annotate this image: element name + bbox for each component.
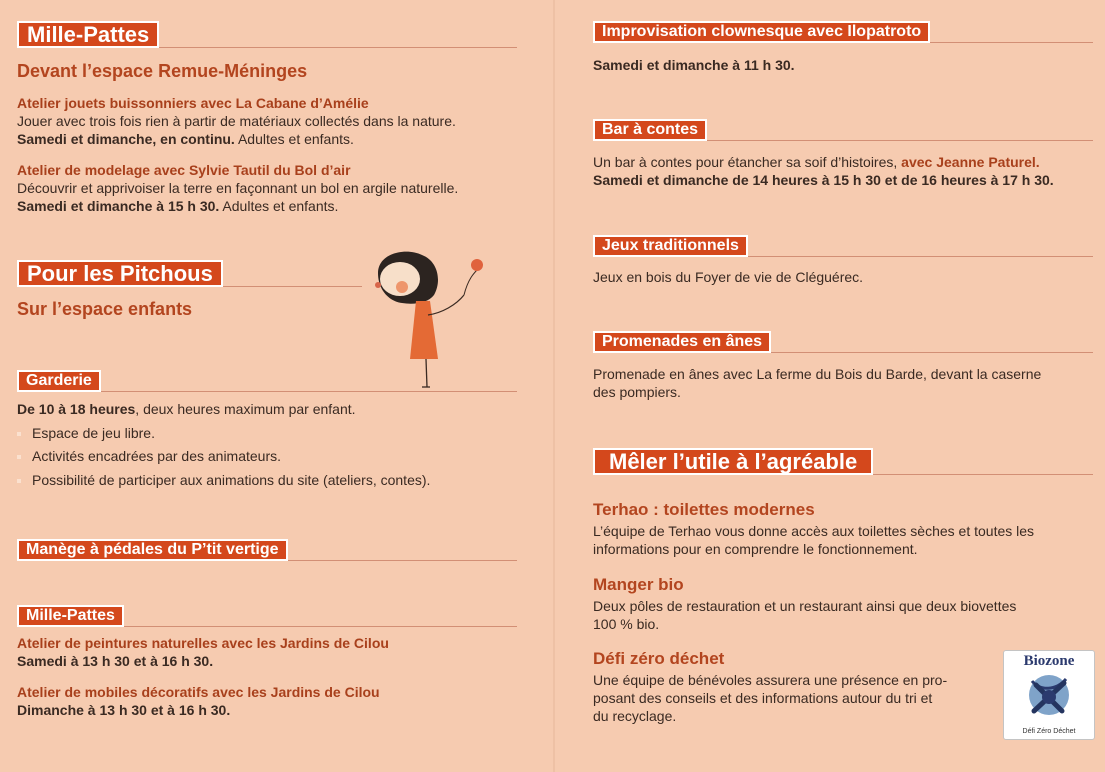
section-title: Garderie: [17, 370, 101, 392]
activity-title: Atelier de modelage avec Sylvie Tautil du Bol d’air: [17, 162, 351, 178]
activity-desc: Jouer avec trois fois rien à partir de matériaux collectés dans la nature.: [17, 113, 456, 129]
section-title: Mille-Pattes: [17, 605, 124, 627]
recycling-icon: [1026, 671, 1072, 719]
activity-title: Atelier jouets buissonniers avec La Cabane d’Amélie: [17, 95, 369, 111]
activity-when: Samedi et dimanche de 14 heures à 15 h 30 et de 16 heures à 17 h 30.: [593, 172, 1054, 188]
section-header-anes: [593, 329, 1093, 353]
section-header-manege: [17, 534, 517, 561]
section-title: Bar à contes: [593, 119, 707, 141]
section-title: Jeux traditionnels: [593, 235, 748, 257]
topic-desc: Une équipe de bénévoles assurera une présence en pro-: [593, 672, 948, 688]
activity-desc: Un bar à contes pour étancher sa soif d’histoires, avec Jeanne Paturel.: [593, 154, 1040, 170]
topic-title: Terhao : toilettes modernes: [593, 500, 815, 519]
section-header-meler: [593, 447, 1093, 475]
topic-desc: 100 % bio.: [593, 616, 660, 632]
garderie-hours: De 10 à 18 heures, deux heures maximum par enfant.: [17, 401, 356, 417]
section-header-impro: [593, 19, 1093, 43]
logo-title: Biozone: [1023, 653, 1075, 669]
section-subtitle: Sur l’espace enfants: [17, 299, 193, 319]
activity-desc: des pompiers.: [593, 384, 681, 400]
topic-desc: L’équipe de Terhao vous donne accès aux toilettes sèches et toutes les: [593, 523, 1035, 539]
section-header-bar: [593, 117, 1093, 141]
activity-when: Samedi et dimanche à 11 h 30.: [593, 57, 795, 73]
section-header-mille-pattes-2: [17, 600, 517, 627]
activity-title: Atelier de mobiles décoratifs avec les Jardins de Cilou: [17, 684, 380, 700]
activity-when: Dimanche à 13 h 30 et à 16 h 30.: [17, 702, 231, 718]
list-item: Activités encadrées par des animateurs.: [17, 447, 281, 465]
section-title: Promenades en ânes: [593, 331, 771, 353]
girl-illustration-icon: [368, 245, 498, 390]
list-item: Possibilité de participer aux animations du site (ateliers, contes).: [17, 471, 430, 489]
section-header-jeux: [593, 233, 1093, 257]
section-header-pitchous: [17, 260, 362, 287]
page-fold: [553, 0, 555, 772]
section-title: Improvisation clownesque avec Ilopatroto: [593, 21, 930, 43]
activity-when: Samedi et dimanche à 15 h 30. Adultes et enfants.: [17, 198, 339, 214]
list-item: Espace de jeu libre.: [17, 424, 155, 442]
topic-desc: Deux pôles de restauration et un restaurant ainsi que deux biovettes: [593, 598, 1017, 614]
topic-title: Manger bio: [593, 575, 684, 594]
section-title: Pour les Pitchous: [17, 260, 223, 287]
activity-when: Samedi et dimanche, en continu. Adultes et enfants.: [17, 131, 354, 147]
section-title: Mille-Pattes: [17, 21, 159, 48]
topic-title: Défi zéro déchet: [593, 649, 725, 668]
section-header-mille-pattes: [17, 21, 517, 48]
activity-desc: Découvrir et apprivoiser la terre en façonnant un bol en argile naturelle.: [17, 180, 459, 196]
section-title: Mêler l’utile à l’agréable: [593, 448, 873, 475]
topic-desc: informations pour en comprendre le fonctionnement.: [593, 541, 918, 557]
activity-desc: Jeux en bois du Foyer de vie de Cléguérec.: [593, 269, 864, 285]
topic-desc: posant des conseils et des informations autour du tri et: [593, 690, 933, 706]
section-title: Manège à pédales du P’tit vertige: [17, 539, 288, 561]
activity-when: Samedi à 13 h 30 et à 16 h 30.: [17, 653, 214, 669]
topic-desc: du recyclage.: [593, 708, 677, 724]
activity-title: Atelier de peintures naturelles avec les Jardins de Cilou: [17, 635, 389, 651]
activity-desc: Promenade en ânes avec La ferme du Bois du Barde, devant la caserne: [593, 366, 1042, 382]
logo-tagline: Défi Zéro Déchet: [1022, 728, 1076, 735]
section-subtitle: Devant l’espace Remue-Méninges: [17, 61, 308, 81]
biozone-logo: [1003, 650, 1095, 740]
